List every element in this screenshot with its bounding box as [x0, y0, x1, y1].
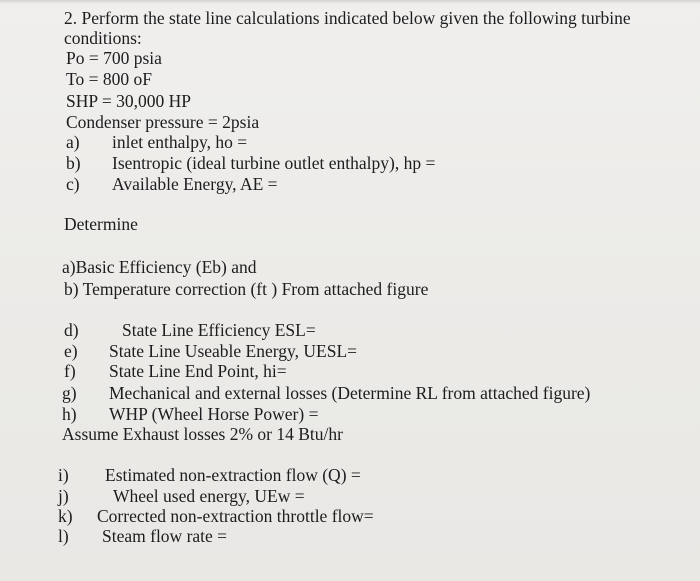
item-l-text: Steam flow rate =	[102, 526, 228, 546]
item-k-label: k)	[58, 506, 73, 526]
item-e-label: e)	[64, 341, 78, 361]
item-h-text: WHP (Wheel Horse Power) =	[109, 404, 319, 424]
item-b-label: b)	[66, 153, 81, 173]
condition-temperature: To = 800 oF	[66, 69, 152, 89]
page-edge-shadow	[0, 0, 700, 4]
determine-item-b: b) Temperature correction (ft ) From attached figure	[64, 279, 429, 299]
item-d-text: State Line Efficiency ESL=	[122, 320, 316, 340]
item-i-label: i)	[58, 465, 69, 485]
problem-title: 2. Perform the state line calculations indicated below given the following turbine	[64, 8, 631, 28]
item-j-label: j)	[58, 486, 69, 506]
item-j-text: Wheel used energy, UEw =	[113, 486, 305, 506]
item-a-text: inlet enthalpy, ho =	[112, 132, 248, 152]
item-c-text: Available Energy, AE =	[112, 174, 278, 194]
item-e-text: State Line Useable Energy, UESL=	[109, 341, 357, 361]
condition-condenser: Condenser pressure = 2psia	[66, 112, 260, 132]
item-i-text: Estimated non-extraction flow (Q) =	[105, 465, 361, 485]
determine-heading: Determine	[64, 214, 138, 234]
item-d-label: d)	[64, 320, 79, 340]
item-c-label: c)	[66, 174, 80, 194]
condition-pressure: Po = 700 psia	[66, 48, 162, 68]
determine-item-a: a)Basic Efficiency (Eb) and	[62, 257, 257, 277]
item-f-text: State Line End Point, hi=	[109, 361, 287, 381]
condition-shp: SHP = 30,000 HP	[66, 91, 191, 111]
assume-note: Assume Exhaust losses 2% or 14 Btu/hr	[62, 424, 343, 444]
item-l-label: l)	[58, 526, 69, 546]
problem-title-continued: conditions:	[64, 28, 142, 48]
item-g-label: g)	[62, 383, 77, 403]
item-a-label: a)	[66, 132, 80, 152]
item-f-label: f)	[64, 361, 76, 381]
item-g-text: Mechanical and external losses (Determine RL from attached figure)	[109, 383, 591, 403]
item-k-text: Corrected non-extraction throttle flow=	[97, 506, 374, 526]
item-h-label: h)	[62, 404, 77, 424]
item-b-text: Isentropic (ideal turbine outlet enthalpy), hp =	[112, 153, 436, 173]
